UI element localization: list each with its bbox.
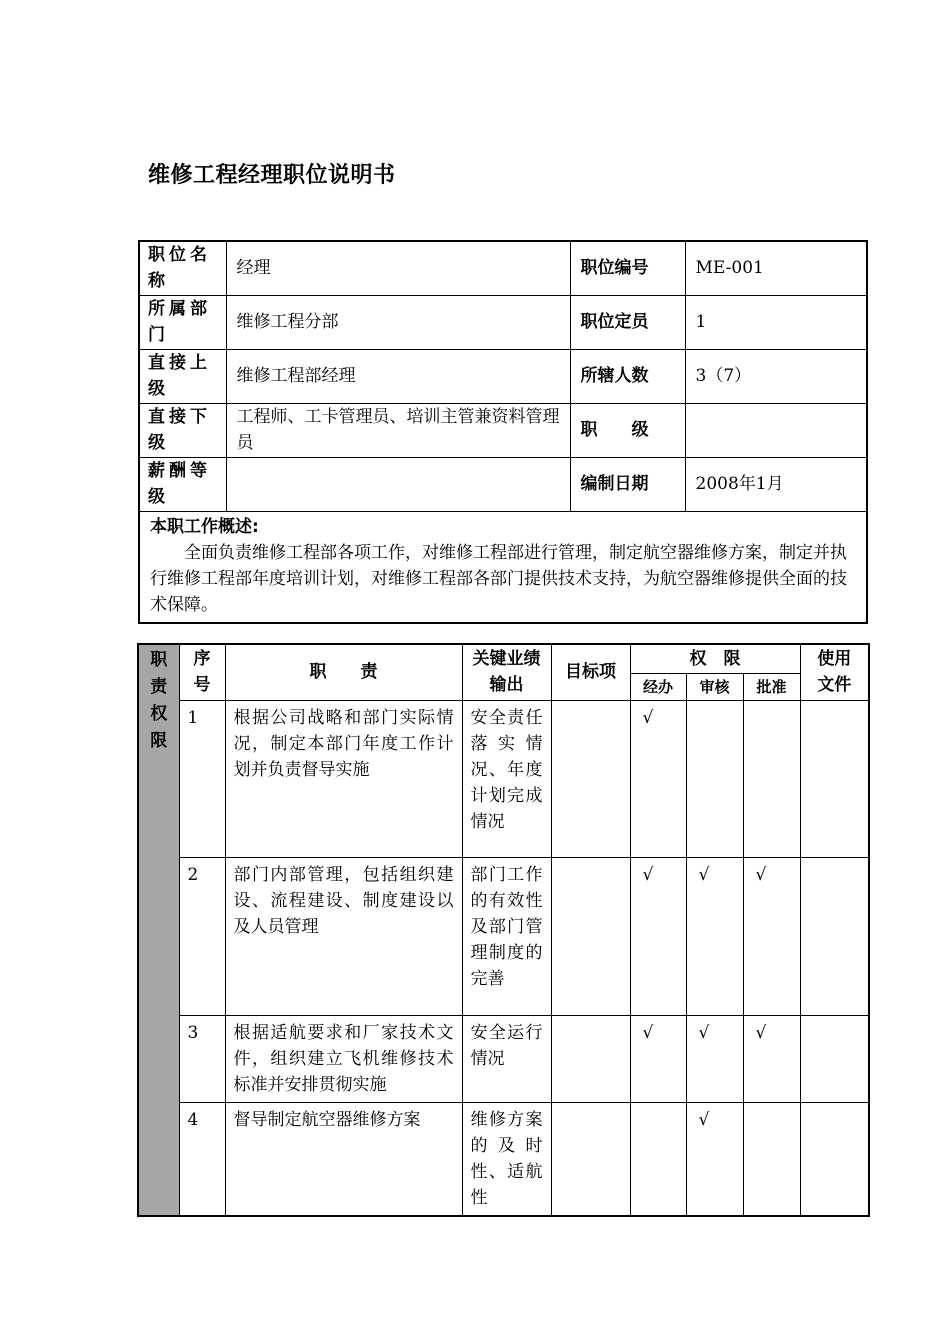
row-target — [551, 1015, 630, 1102]
header-approve: 批准 — [743, 673, 800, 700]
table-row — [138, 700, 869, 857]
header-duty: 职 责 — [225, 644, 462, 700]
subordinates-value: 工程师、工卡管理员、培训主管兼资料管理员 — [226, 403, 570, 457]
subordinates-count-value: 3（7） — [685, 349, 867, 403]
row-review-check: √ — [686, 857, 743, 1015]
row-target — [551, 1102, 630, 1216]
row-target — [551, 857, 630, 1015]
headcount-value: 1 — [685, 295, 867, 349]
row-docs — [800, 857, 869, 1015]
row-duty: 督导制定航空器维修方案 — [225, 1102, 462, 1216]
row-approve-check: √ — [743, 857, 800, 1015]
header-authority: 权 限 — [630, 644, 800, 673]
duties-table — [137, 643, 870, 1217]
date-label: 编制日期 — [570, 457, 685, 511]
row-duty: 根据公司战略和部门实际情况，制定本部门年度工作计划并负责督导实施 — [225, 700, 462, 857]
row-handle-check: √ — [630, 1015, 686, 1102]
superior-value: 维修工程部经理 — [226, 349, 570, 403]
headcount-label: 职位定员 — [570, 295, 685, 349]
table-row — [138, 1015, 869, 1102]
superior-label: 直接上级 — [139, 349, 226, 403]
row-seq: 4 — [179, 1102, 225, 1216]
position-info-table — [138, 240, 868, 624]
row-kpi: 部门工作的有效性及部门管理制度的完善 — [462, 857, 551, 1015]
header-kpi: 关键业绩输出 — [462, 644, 551, 700]
duties-side-label: 职 责 权 限 — [138, 644, 179, 1216]
row-handle-check: √ — [630, 857, 686, 1015]
department-value: 维修工程分部 — [226, 295, 570, 349]
row-review-check: √ — [686, 1102, 743, 1216]
position-name-label: 职位名称 — [139, 241, 226, 295]
header-docs: 使用文件 — [800, 644, 869, 700]
summary-cell — [139, 511, 867, 623]
row-target — [551, 700, 630, 857]
row-duty: 根据适航要求和厂家技术文件，组织建立飞机维修技术标准并安排贯彻实施 — [225, 1015, 462, 1102]
row-seq: 2 — [179, 857, 225, 1015]
row-approve-check — [743, 1102, 800, 1216]
summary-label: 本职工作概述: — [150, 516, 259, 537]
row-review-check — [686, 700, 743, 857]
date-value: 2008年1月 — [685, 457, 867, 511]
row-docs — [800, 1015, 869, 1102]
table-row — [138, 1102, 869, 1216]
salary-label: 薪酬等级 — [139, 457, 226, 511]
row-seq: 3 — [179, 1015, 225, 1102]
grade-label: 职 级 — [570, 403, 685, 457]
row-docs — [800, 700, 869, 857]
row-docs — [800, 1102, 869, 1216]
row-kpi: 维修方案的及时性、适航性 — [462, 1102, 551, 1216]
row-kpi: 安全责任落实情况、年度计划完成情况 — [462, 700, 551, 857]
grade-value — [685, 403, 867, 457]
department-label: 所属部门 — [139, 295, 226, 349]
salary-value — [226, 457, 570, 511]
page-title: 维修工程经理职位说明书 — [148, 163, 396, 188]
header-handle: 经办 — [630, 673, 686, 700]
row-handle-check: √ — [630, 700, 686, 857]
row-duty: 部门内部管理，包括组织建设、流程建设、制度建设以及人员管理 — [225, 857, 462, 1015]
subordinates-label: 直接下级 — [139, 403, 226, 457]
subordinates-count-label: 所辖人数 — [570, 349, 685, 403]
position-code-label: 职位编号 — [570, 241, 685, 295]
row-handle-check — [630, 1102, 686, 1216]
summary-text: 全面负责维修工程部各项工作，对维修工程部进行管理，制定航空器维修方案，制定并执行维修工程部年度培训计划，对维修工程部各部门提供技术支持，为航空器维修提供全面的技术保障。 — [150, 542, 847, 615]
row-review-check: √ — [686, 1015, 743, 1102]
header-target: 目标项 — [551, 644, 630, 700]
position-name-value: 经理 — [226, 241, 570, 295]
row-approve-check — [743, 700, 800, 857]
position-code-value: ME-001 — [685, 241, 867, 295]
row-approve-check: √ — [743, 1015, 800, 1102]
row-seq: 1 — [179, 700, 225, 857]
table-row — [138, 857, 869, 1015]
header-seq: 序号 — [179, 644, 225, 700]
row-kpi: 安全运行情况 — [462, 1015, 551, 1102]
header-review: 审核 — [686, 673, 743, 700]
